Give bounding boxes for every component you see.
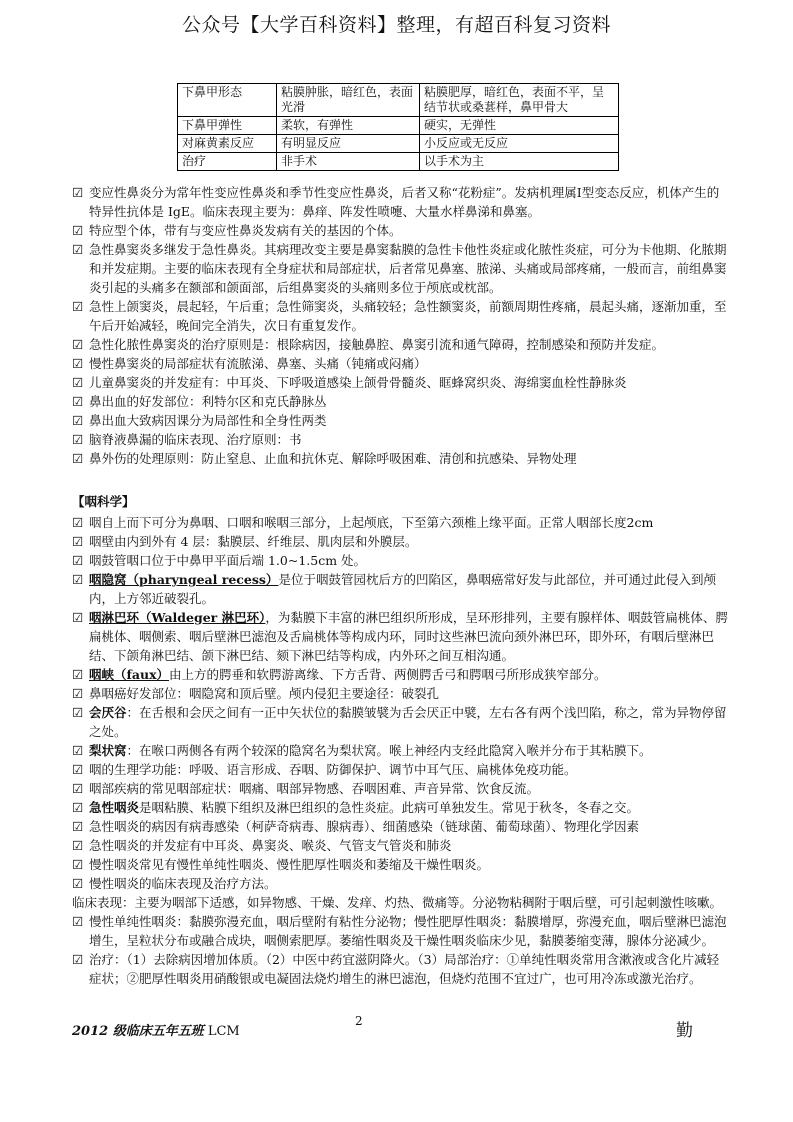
checkbox-icon: ☑	[72, 762, 84, 777]
term-label: 咽峡（faux）	[89, 667, 170, 682]
checkbox-icon: ☑	[72, 705, 84, 720]
term-label: 梨状窝	[89, 743, 127, 758]
section-title: 【咽科学】	[72, 494, 135, 509]
checkbox-icon: ☑	[72, 223, 84, 238]
checkbox-icon: ☑	[72, 800, 84, 815]
table-row	[178, 117, 619, 135]
table-cell: 粘膜肿胀，暗红色，表面光滑	[277, 84, 420, 117]
comparison-table	[177, 83, 619, 171]
term-label: 咽隐窝（pharyngeal recess）	[89, 572, 279, 587]
checkbox-icon: ☑	[72, 432, 84, 447]
list-item: ☑ 咽峡（faux）由上方的腭垂和软腭游离缘、下方舌背、两侧腭舌弓和腭咽弓所形成狭窄部分。	[72, 667, 607, 682]
list-item: ☑ 咽自上而下可分为鼻咽、口咽和喉咽三部分，上起颅底，下至第六颈椎上缘平面。正常人咽部长度2cm	[72, 515, 654, 530]
list-item: ☑ 急性化脓性鼻窦炎的治疗原则是：根除病因，接触鼻腔、鼻窦引流和通气障碍，控制感染和预防并发症。	[72, 337, 665, 352]
list-item: ☑ 急性咽炎的病因有病毒感染（柯萨奇病毒、腺病毒）、细菌感染（链球菌、葡萄球菌）、物理化学因素	[72, 819, 640, 834]
checkbox-icon: ☑	[72, 914, 84, 929]
table-cell: 下鼻甲弹性	[178, 117, 277, 135]
checkbox-icon: ☑	[72, 819, 84, 834]
list-item: ☑ 急性咽炎是咽粘膜、粘膜下组织及淋巴组织的急性炎症。此病可单独发生。常见于秋冬，冬春之交。	[72, 800, 640, 815]
checkbox-icon: ☑	[72, 857, 84, 872]
page-number: 2	[355, 1014, 363, 1028]
table-cell: 有明显反应	[277, 135, 420, 153]
table-cell: 小反应或无反应	[420, 135, 619, 153]
spacer	[72, 468, 728, 486]
page-header: 公众号【大学百科资料】整理，有超百科复习资料	[181, 14, 611, 36]
list-item: ☑ 慢性鼻窦炎的局部症状有流脓涕、鼻塞、头痛（钝痛或闷痛）	[72, 356, 427, 371]
checkbox-icon: ☑	[72, 838, 84, 853]
table-row	[178, 135, 619, 153]
checkbox-icon: ☑	[72, 185, 84, 200]
list-item: ☑ 治疗：（1）去除病因增加体质。（2）中医中药宜滋阴降火。（3）局部治疗：①单纯性咽炎常用含漱液或含化片减轻症状；②肥厚性咽炎用硝酸银或电凝固法烧灼增生的淋巴滤泡，但烧灼范围不宜过广，也可用冷冻或激光治疗。	[72, 952, 720, 986]
checkbox-icon: ☑	[72, 375, 84, 390]
list-item: ☑ 鼻外伤的处理原则：防止窒息、止血和抗休克、解除呼吸困难、清创和抗感染、异物处理	[72, 451, 577, 466]
list-item: ☑ 急性上颌窦炎，晨起轻，午后重；急性筛窦炎，头痛较轻；急性额窦炎，前额周期性疼痛，晨起头痛，逐渐加重，至午后开始减轻，晚间完全消失，次日有重复发作。	[72, 299, 727, 333]
term-label: 会厌谷	[89, 705, 127, 720]
list-item: ☑ 脑脊液鼻漏的临床表现、治疗原则：书	[72, 432, 302, 447]
checkbox-icon: ☑	[72, 572, 84, 587]
list-item: ☑ 咽隐窝（pharyngeal recess）是位于咽鼓管园枕后方的凹陷区，鼻咽癌常好发与此部位，并可通过此侵入到颅内，上方邻近破裂孔。	[72, 572, 716, 606]
checkbox-icon: ☑	[72, 299, 84, 314]
list-item: ☑ 慢性单纯性咽炎：黏膜弥漫充血，咽后壁附有粘性分泌物；慢性肥厚性咽炎：黏膜增厚，弥漫充血，咽后壁淋巴滤泡增生，呈粒状分布或融合成块，咽侧索肥厚。萎缩性咽炎及干燥性咽炎临床少见，黏膜萎缩变薄，腺体分泌减少。	[72, 914, 727, 948]
list-item: ☑ 咽部疾病的常见咽部症状：咽痛、咽部异物感、吞咽困难、声音异常、饮食反流。	[72, 781, 540, 796]
table-cell: 治疗	[178, 153, 277, 171]
checkbox-icon: ☑	[72, 515, 84, 530]
checkbox-icon: ☑	[72, 394, 84, 409]
checkbox-icon: ☑	[72, 667, 84, 682]
footer-class-label: 2012 级临床五年五班 LCM	[72, 1024, 240, 1039]
list-item: ☑ 鼻出血的好发部位：利特尔区和克氏静脉丛	[72, 394, 327, 409]
list-item: ☑ 咽壁由内到外有 4 层：黏膜层、纤维层、肌肉层和外膜层。	[72, 534, 418, 549]
table-cell: 以手术为主	[420, 153, 619, 171]
table-cell: 柔软，有弹性	[277, 117, 420, 135]
list-item: ☑ 变应性鼻炎分为常年性变应性鼻炎和季节性变应性鼻炎，后者又称“花粉症”。发病机理属Ⅰ型变态反应，机体产生的特异性抗体是 IgE。临床表现主要为：鼻痒、阵发性喷嚏、大量水样鼻涕和鼻塞。	[72, 185, 720, 219]
list-item: ☑ 咽的生理学功能：呼吸、语言形成、吞咽、防御保护、调节中耳气压、扁桃体免疫功能。	[72, 762, 577, 777]
list-item: ☑ 急性鼻窦炎多继发于急性鼻炎。其病理改变主要是鼻窦黏膜的急性卡他性炎症或化脓性炎症，可分为卡他期、化脓期和并发症期。主要的临床表现有全身症状和局部症状，后者常见鼻塞、脓涕、头痛或局部疼痛，一般而言，前组鼻窦炎引起的头痛多在额部和颌面部，后组鼻窦炎的头痛则多位于颅底或枕部。	[72, 242, 727, 295]
checkbox-icon: ☑	[72, 781, 84, 796]
checkbox-icon: ☑	[72, 610, 84, 625]
checkbox-icon: ☑	[72, 413, 84, 428]
checkbox-icon: ☑	[72, 451, 84, 466]
checkbox-icon: ☑	[72, 743, 84, 758]
list-item: ☑ 咽淋巴环（Waldeger 淋巴环），为黏膜下丰富的淋巴组织所形成，呈环形排列，主要有腺样体、咽鼓管扁桃体、腭扁桃体、咽侧索、咽后壁淋巴滤泡及舌扁桃体等构成内环，同时这些淋巴流向颈外淋巴环，即外环，有咽后壁淋巴结、下颌角淋巴结、颌下淋巴结、颏下淋巴结等构成，内外环之间互相沟通。	[72, 610, 728, 663]
list-item: ☑ 咽鼓管咽口位于中鼻甲平面后端 1.0~1.5cm 处。	[72, 553, 367, 568]
term-label: 咽淋巴环（Waldeger 淋巴环）	[89, 610, 266, 625]
checkbox-icon: ☑	[72, 337, 84, 352]
list-item: ☑ 慢性咽炎常见有慢性单纯性咽炎、慢性肥厚性咽炎和萎缩及干燥性咽炎。	[72, 857, 490, 872]
checkbox-icon: ☑	[72, 242, 84, 257]
table-cell: 非手术	[277, 153, 420, 171]
list-item: ☑ 慢性咽炎的临床表现及治疗方法。	[72, 876, 277, 891]
table-cell: 对麻黄素反应	[178, 135, 277, 153]
term-label: 急性咽炎	[89, 800, 140, 815]
list-item: ☑ 鼻咽癌好发部位：咽隐窝和顶后壁。颅内侵犯主要途径：破裂孔	[72, 686, 440, 701]
table-cell: 硬实，无弹性	[420, 117, 619, 135]
signature-mark: 勤	[676, 1021, 693, 1041]
list-item: ☑ 鼻出血大致病因课分为局部性和全身性两类	[72, 413, 327, 428]
clinical-paragraph: 临床表现：主要为咽部下适感，如异物感、干燥、发痒、灼热、微痛等。分泌物粘稠附于咽后壁，可引起刺激性咳嗽。	[72, 895, 723, 910]
table-cell: 下鼻甲形态	[178, 84, 277, 117]
table-row	[178, 153, 619, 171]
table-cell: 粘膜肥厚，暗红色，表面不平，呈结节状或桑葚样，鼻甲骨大	[420, 84, 619, 117]
list-item: ☑ 会厌谷：在舌根和会厌之间有一正中矢状位的黏膜皱襞为舌会厌正中襞，左右各有两个浅凹陷，称之，常为异物停留之处。	[72, 705, 727, 739]
document-body	[72, 183, 728, 988]
checkbox-icon: ☑	[72, 952, 84, 967]
checkbox-icon: ☑	[72, 686, 84, 701]
list-item: ☑ 特应型个体，带有与变应性鼻炎发病有关的基因的个体。	[72, 223, 402, 238]
list-item: ☑ 梨状窝：在喉口两侧各有两个较深的隐窝名为梨状窝。喉上神经内支经此隐窝入喉并分布于其粘膜下。	[72, 743, 652, 758]
checkbox-icon: ☑	[72, 876, 84, 891]
checkbox-icon: ☑	[72, 553, 84, 568]
list-item: ☑ 急性咽炎的并发症有中耳炎、鼻窦炎、喉炎、气管支气管炎和肺炎	[72, 838, 452, 853]
list-item: ☑ 儿童鼻窦炎的并发症有：中耳炎、下呼吸道感染上颌骨骨髓炎、眶蜂窝织炎、海绵窦血栓性静脉炎	[72, 375, 627, 390]
checkbox-icon: ☑	[72, 356, 84, 371]
table-row	[178, 84, 619, 117]
checkbox-icon: ☑	[72, 534, 84, 549]
